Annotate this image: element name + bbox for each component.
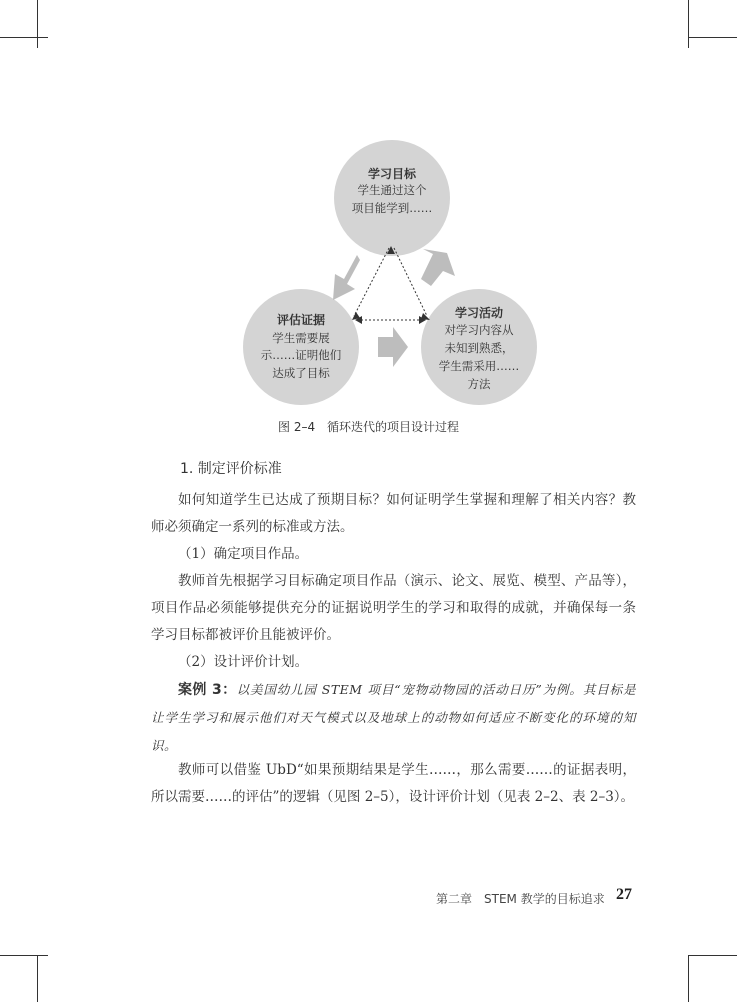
paragraph-2: 教师首先根据学习目标确定项目作品（演示、论文、展览、模型、产品等），项目作品必须能够提供充分的证据说明学生的学习和取得的成就，并确保每一条学习目标都被评价且能被评价。: [151, 573, 636, 643]
arrow-activities-to-goals-icon: [421, 249, 455, 286]
crop-mark-bottom-right-v: [688, 955, 689, 1002]
circle-learning-goals: [334, 140, 450, 256]
node-line: 学生需要展: [272, 331, 330, 345]
case-text: 以美国幼儿园 STEM 项目“宠物动物园的活动日历”为例。其目标是让学生学习和展示他们对天气模式以及地球上的动物如何适应不断变化的环境的知识。: [151, 682, 636, 753]
running-footer: 第二章 STEM 教学的目标追求: [436, 892, 605, 906]
node-title: 学习目标: [367, 167, 417, 181]
node-title: 学习活动: [454, 306, 504, 320]
section-heading: 1. 制定评价标准: [180, 461, 282, 477]
page-number: 27: [616, 886, 632, 903]
dashed-triangle: [354, 248, 427, 320]
node-title: 评估证据: [276, 313, 326, 327]
paragraph-1: 如何知道学生已达成了预期目标？如何证明学生掌握和理解了相关内容？教师必须确定一系列的标准或方法。: [151, 492, 636, 535]
crop-mark-bottom-left-v: [37, 955, 38, 1002]
crop-mark-bottom-right-h: [689, 955, 737, 956]
paragraph-3: 教师可以借鉴 UbD“如果预期结果是学生……，那么需要……的证据表明，所以需要……的评估”的逻辑（见图 2–5），设计评价计划（见表 2–2、表 2–3）。: [151, 762, 636, 805]
node-line: 方法: [467, 377, 491, 391]
crop-mark-bottom-left-h: [0, 955, 48, 956]
node-line: 项目能学到……: [351, 201, 433, 215]
node-line: 学生通过这个: [357, 183, 427, 197]
figure-number: 图 2–4: [278, 420, 316, 434]
arrow-goals-to-evidence-icon: [333, 255, 360, 300]
figure-caption-text: 循环迭代的项目设计过程: [326, 420, 459, 434]
node-line: 示……证明他们: [260, 348, 342, 362]
list-item-2: （2）设计评价计划。: [178, 654, 309, 670]
list-item-1: （1）确定项目作品。: [178, 546, 309, 562]
node-line: 学生需采用……: [438, 359, 520, 373]
case-label: 案例 3：: [178, 682, 237, 698]
dashed-triangle-arrowheads: [352, 246, 430, 324]
node-line: 达成了目标: [272, 366, 330, 380]
node-line: 未知到熟悉，: [444, 341, 514, 355]
circle-evidence: [243, 289, 359, 405]
node-line: 对学习内容从: [444, 323, 514, 337]
case-paragraph: [151, 676, 636, 760]
figure-caption: [0, 418, 737, 435]
cycle-diagram: [0, 0, 737, 420]
arrow-evidence-to-activities-icon: [378, 327, 408, 367]
